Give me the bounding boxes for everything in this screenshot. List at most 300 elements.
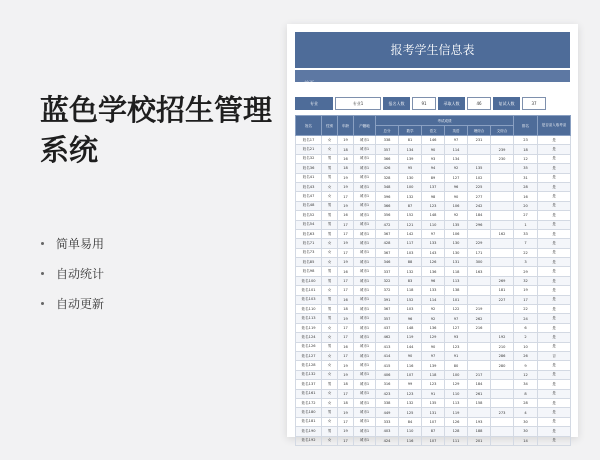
table-cell: 96 [422, 276, 445, 285]
table-cell: 城市1 [354, 323, 376, 332]
table-cell: 姓名36 [296, 164, 322, 173]
table-cell: 19 [514, 286, 538, 295]
table-cell: 19 [338, 239, 354, 248]
table-cell [468, 145, 491, 154]
table-cell: 是 [538, 276, 571, 285]
table-cell: 131 [422, 408, 445, 417]
table-cell: 117 [399, 239, 422, 248]
table-cell [491, 248, 514, 257]
table-cell: 城市1 [354, 145, 376, 154]
table-row[interactable] [296, 182, 571, 191]
table-row[interactable] [296, 201, 571, 210]
table-cell: 437 [376, 323, 399, 332]
table-cell: 7 [514, 239, 538, 248]
table-cell: 姓名180 [296, 408, 322, 417]
table-cell: 22 [514, 248, 538, 257]
table-cell: 107 [422, 436, 445, 445]
table-cell: 102 [468, 173, 491, 182]
table-cell: 是 [538, 248, 571, 257]
table-cell: 17 [338, 229, 354, 238]
table-cell: 16 [338, 154, 354, 163]
table-cell: 97 [422, 229, 445, 238]
table-row[interactable] [296, 323, 571, 332]
table-cell: 16 [338, 342, 354, 351]
table-cell: 城市1 [354, 220, 376, 229]
table-cell: 33 [514, 229, 538, 238]
table-cell: 97 [445, 314, 468, 323]
table-cell: 152 [399, 211, 422, 220]
table-cell: 姓名85 [296, 258, 322, 267]
table-cell [491, 267, 514, 276]
table-cell: 28 [514, 398, 538, 407]
table-cell: 12 [514, 370, 538, 379]
table-cell: 261 [468, 389, 491, 398]
table-cell: 92 [422, 305, 445, 314]
table-cell [468, 333, 491, 342]
table-cell: 337 [376, 267, 399, 276]
table-cell: 101 [445, 295, 468, 304]
table-cell: 119 [399, 333, 422, 342]
table-cell: 426 [376, 164, 399, 173]
table-cell: 城市1 [354, 408, 376, 417]
header-hukou: 户籍地 [354, 116, 376, 136]
table-row[interactable] [296, 351, 571, 360]
table-cell: 396 [376, 192, 399, 201]
table-cell: 城市1 [354, 201, 376, 210]
table-row[interactable] [296, 398, 571, 407]
promo-title: 蓝色学校招生管理系统 [40, 93, 273, 167]
table-cell: 男 [322, 201, 338, 210]
table-cell: 414 [376, 351, 399, 360]
table-cell: 116 [399, 361, 422, 370]
table-cell: 135 [445, 220, 468, 229]
table-cell: 12 [514, 154, 538, 163]
header-name: 姓名 [296, 116, 322, 136]
table-cell: 131 [445, 258, 468, 267]
table-cell: 188 [468, 427, 491, 436]
table-cell: 18 [338, 305, 354, 314]
header-age: 年龄 [338, 116, 354, 136]
table-cell: 158 [468, 398, 491, 407]
table-cell: 129 [445, 380, 468, 389]
table-cell: 9 [514, 361, 538, 370]
table-cell: 80 [445, 361, 468, 370]
table-cell: 114 [422, 295, 445, 304]
table-row[interactable] [296, 333, 571, 342]
table-cell: 93 [445, 333, 468, 342]
table-row[interactable] [296, 145, 571, 154]
table-cell: 18 [338, 145, 354, 154]
table-cell: 女 [322, 248, 338, 257]
table-cell: 130 [445, 239, 468, 248]
table-cell: 217 [468, 370, 491, 379]
table-cell: 121 [399, 220, 422, 229]
table-cell: 女 [322, 136, 338, 145]
table-cell [491, 239, 514, 248]
table-cell: 98 [422, 192, 445, 201]
table-row[interactable] [296, 342, 571, 351]
table-cell: 280 [491, 361, 514, 370]
table-cell: 273 [491, 408, 514, 417]
table-cell: 171 [468, 248, 491, 257]
table-cell: 城市1 [354, 370, 376, 379]
table-row[interactable] [296, 211, 571, 220]
table-cell: 262 [468, 314, 491, 323]
table-cell: 城市1 [354, 351, 376, 360]
table-cell: 92 [422, 314, 445, 323]
table-cell: 姓名98 [296, 267, 322, 276]
table-row[interactable] [296, 267, 571, 276]
table-cell: 29 [514, 267, 538, 276]
table-cell [491, 173, 514, 182]
table-cell: 男 [322, 408, 338, 417]
table-row[interactable] [296, 258, 571, 267]
table-cell [491, 305, 514, 314]
table-cell: 姓名63 [296, 229, 322, 238]
table-cell [468, 286, 491, 295]
table-cell: 328 [376, 173, 399, 182]
table-cell: 143 [422, 248, 445, 257]
table-cell: 133 [422, 286, 445, 295]
table-row[interactable] [296, 361, 571, 370]
table-cell: 是 [538, 361, 571, 370]
table-cell: 是 [538, 286, 571, 295]
table-cell: 男 [322, 427, 338, 436]
table-row[interactable] [296, 408, 571, 417]
table-cell: 女 [322, 239, 338, 248]
table-cell: 144 [399, 342, 422, 351]
table-cell: 107 [422, 417, 445, 426]
table-cell: 322 [376, 276, 399, 285]
table-cell: 是 [538, 389, 571, 398]
table-cell: 女 [322, 286, 338, 295]
table-cell: 男 [322, 342, 338, 351]
table-cell: 20 [514, 201, 538, 210]
table-row[interactable] [296, 436, 571, 445]
table-cell: 137 [422, 182, 445, 191]
table-cell: 19 [338, 173, 354, 182]
table-cell: 城市1 [354, 136, 376, 145]
table-cell: 是 [538, 211, 571, 220]
table-cell: 83 [399, 276, 422, 285]
table-cell: 是 [538, 305, 571, 314]
table-cell: 17 [338, 192, 354, 201]
header-score-group: 考试成绩 [376, 116, 514, 126]
table-cell: 是 [538, 342, 571, 351]
table-cell: 97 [445, 136, 468, 145]
table-cell: 姓名113 [296, 314, 322, 323]
table-cell: 133 [422, 239, 445, 248]
table-cell: 28 [514, 182, 538, 191]
table-cell: 男 [322, 295, 338, 304]
table-cell: 城市1 [354, 417, 376, 426]
table-cell: 123 [422, 380, 445, 389]
table-cell: 229 [468, 239, 491, 248]
table-cell: 239 [491, 145, 514, 154]
table-cell: 城市1 [354, 314, 376, 323]
table-cell: 35 [514, 164, 538, 173]
table-cell: 男 [322, 164, 338, 173]
table-cell: 姓名48 [296, 201, 322, 210]
table-cell: 139 [422, 361, 445, 370]
table-cell: 134 [445, 154, 468, 163]
table-cell: 126 [445, 417, 468, 426]
table-cell: 18 [514, 145, 538, 154]
table-row[interactable] [296, 154, 571, 163]
table-cell: 449 [376, 408, 399, 417]
table-cell: 123 [422, 201, 445, 210]
table-cell: 113 [445, 276, 468, 285]
table-cell: 357 [376, 145, 399, 154]
table-cell: 111 [445, 436, 468, 445]
table-cell: 181 [491, 286, 514, 295]
header-score-science: 理综合 [468, 126, 491, 136]
filter-value-major[interactable]: 专业1 [335, 97, 381, 110]
table-cell: 127 [445, 173, 468, 182]
table-cell: 城市1 [354, 305, 376, 314]
table-cell: 城市1 [354, 389, 376, 398]
filter-label-applicants: 报名人数 [383, 97, 410, 110]
table-row[interactable] [296, 427, 571, 436]
table-cell: 142 [399, 229, 422, 238]
table-cell: 是 [538, 427, 571, 436]
table-cell: 118 [399, 286, 422, 295]
table-cell: 姓名132 [296, 370, 322, 379]
table-cell: 116 [399, 436, 422, 445]
table-cell [468, 408, 491, 417]
table-row[interactable] [296, 220, 571, 229]
table-cell: 城市1 [354, 258, 376, 267]
table-cell: 96 [445, 182, 468, 191]
table-cell [468, 276, 491, 285]
table-cell: 城市1 [354, 239, 376, 248]
table-cell: 17 [338, 276, 354, 285]
table-cell: 90 [422, 342, 445, 351]
table-cell: 城市1 [354, 192, 376, 201]
table-cell: 男 [322, 154, 338, 163]
table-cell: 107 [399, 370, 422, 379]
feature-item: 简单易用 [40, 236, 104, 266]
table-cell: 367 [376, 305, 399, 314]
header-rank: 排名 [514, 116, 538, 136]
table-cell: 277 [468, 192, 491, 201]
table-cell [491, 201, 514, 210]
filter-value-retest: 37 [522, 97, 546, 110]
table-cell: 16 [338, 211, 354, 220]
table-cell: 19 [338, 258, 354, 267]
table-cell: 姓名100 [296, 276, 322, 285]
table-cell [491, 182, 514, 191]
table-cell: 286 [491, 351, 514, 360]
table-cell [491, 389, 514, 398]
table-cell: 136 [422, 267, 445, 276]
table-cell: 357 [376, 314, 399, 323]
table-cell: 34 [514, 380, 538, 389]
table-cell: 106 [445, 201, 468, 210]
table-cell: 16 [338, 295, 354, 304]
table-cell: 是 [538, 408, 571, 417]
table-row[interactable] [296, 164, 571, 173]
table-cell: 193 [468, 417, 491, 426]
table-cell: 366 [376, 154, 399, 163]
table-cell: 女 [322, 258, 338, 267]
table-row[interactable] [296, 314, 571, 323]
table-cell [491, 417, 514, 426]
table-cell: 城市1 [354, 436, 376, 445]
table-cell: 男 [322, 229, 338, 238]
table-cell: 1 [514, 220, 538, 229]
table-row[interactable] [296, 229, 571, 238]
table-cell: 123 [399, 389, 422, 398]
table-cell [491, 436, 514, 445]
feature-item: 自动统计 [40, 266, 104, 296]
table-cell: 17 [338, 248, 354, 257]
table-cell: 84 [399, 417, 422, 426]
table-cell: 是 [538, 417, 571, 426]
table-cell: 城市1 [354, 398, 376, 407]
table-cell: 男 [322, 173, 338, 182]
table-cell: 姓名41 [296, 173, 322, 182]
table-cell: 女 [322, 361, 338, 370]
table-cell: 192 [491, 333, 514, 342]
table-cell: 103 [399, 248, 422, 257]
table-cell: 是 [538, 192, 571, 201]
table-cell: 472 [376, 220, 399, 229]
table-cell: 391 [376, 295, 399, 304]
table-cell: 女 [322, 398, 338, 407]
table-cell: 87 [399, 201, 422, 210]
table-cell: 姓名103 [296, 295, 322, 304]
table-cell [491, 370, 514, 379]
table-cell: 129 [422, 333, 445, 342]
table-cell: 3 [514, 258, 538, 267]
table-cell: 女 [322, 145, 338, 154]
table-cell: 242 [468, 201, 491, 210]
table-cell: 32 [514, 276, 538, 285]
table-cell: 是 [538, 436, 571, 445]
table-row[interactable] [296, 370, 571, 379]
table-cell: 姓名172 [296, 398, 322, 407]
header-score-chinese: 语文 [422, 126, 445, 136]
header-score-total: 总分 [376, 126, 399, 136]
table-cell: 城市1 [354, 173, 376, 182]
table-row[interactable] [296, 173, 571, 182]
table-cell [468, 361, 491, 370]
table-cell: 366 [376, 201, 399, 210]
table-cell: 333 [376, 417, 399, 426]
table-cell: 女 [322, 436, 338, 445]
table-cell [491, 323, 514, 332]
table-cell: 119 [445, 408, 468, 417]
table-cell: 17 [338, 333, 354, 342]
table-cell: 184 [468, 211, 491, 220]
table-cell: 19 [338, 370, 354, 379]
table-cell: 423 [376, 389, 399, 398]
table-cell: 227 [491, 295, 514, 304]
table-cell: 姓名32 [296, 154, 322, 163]
table-cell: 姓名71 [296, 239, 322, 248]
table-row[interactable] [296, 136, 571, 145]
table-cell: 152 [399, 295, 422, 304]
spreadsheet-preview [287, 24, 578, 443]
table-cell: 19 [338, 136, 354, 145]
table-cell: 18 [338, 164, 354, 173]
table-cell: 姓名161 [296, 389, 322, 398]
table-row[interactable] [296, 295, 571, 304]
table-cell: 413 [376, 342, 399, 351]
header-admitted: 是否录入取考录 [538, 116, 571, 136]
student-table [295, 115, 570, 446]
table-cell: 姓名17 [296, 136, 322, 145]
table-cell: 17 [514, 295, 538, 304]
table-row[interactable] [296, 248, 571, 257]
table-row[interactable] [296, 239, 571, 248]
table-cell: 女 [322, 333, 338, 342]
table-cell: 128 [445, 427, 468, 436]
table-cell: 139 [399, 154, 422, 163]
table-cell: 99 [399, 380, 422, 389]
table-row[interactable] [296, 380, 571, 389]
table-cell: 95 [399, 164, 422, 173]
table-cell: 是 [538, 295, 571, 304]
header-score-math: 数学 [399, 126, 422, 136]
table-cell: 是 [538, 164, 571, 173]
table-cell: 是 [538, 201, 571, 210]
table-cell: 城市1 [354, 211, 376, 220]
table-cell [468, 342, 491, 351]
table-cell: 是 [538, 182, 571, 191]
table-cell: 219 [468, 305, 491, 314]
table-cell: 26 [514, 351, 538, 360]
table-row[interactable] [296, 276, 571, 285]
table-cell: 是 [538, 154, 571, 163]
table-cell: 姓名101 [296, 286, 322, 295]
table-row[interactable] [296, 305, 571, 314]
table-cell: 296 [468, 220, 491, 229]
table-cell [491, 380, 514, 389]
table-cell: 132 [399, 267, 422, 276]
table-cell [468, 154, 491, 163]
table-row[interactable] [296, 417, 571, 426]
table-cell: 122 [445, 305, 468, 314]
table-cell: 姓名192 [296, 436, 322, 445]
home-tab-bar [295, 70, 570, 87]
table-cell: 男 [322, 305, 338, 314]
table-row[interactable] [296, 286, 571, 295]
home-tab[interactable]: 首页 [304, 81, 315, 87]
table-cell: 17 [338, 417, 354, 426]
table-cell: 90 [399, 351, 422, 360]
table-cell: 是 [538, 314, 571, 323]
table-cell: 是 [538, 229, 571, 238]
table-cell [491, 220, 514, 229]
table-cell: 城市1 [354, 380, 376, 389]
table-cell: 城市1 [354, 154, 376, 163]
table-cell: 姓名190 [296, 427, 322, 436]
table-cell: 110 [422, 220, 445, 229]
table-cell: 6 [514, 323, 538, 332]
table-cell: 210 [491, 342, 514, 351]
table-cell: 女 [322, 370, 338, 379]
table-cell: 424 [376, 436, 399, 445]
table-row[interactable] [296, 192, 571, 201]
table-cell: 96 [399, 314, 422, 323]
table-cell: 93 [422, 154, 445, 163]
table-row[interactable] [296, 389, 571, 398]
table-cell: 是 [538, 370, 571, 379]
table-cell: 415 [376, 361, 399, 370]
table-cell: 姓名21 [296, 145, 322, 154]
